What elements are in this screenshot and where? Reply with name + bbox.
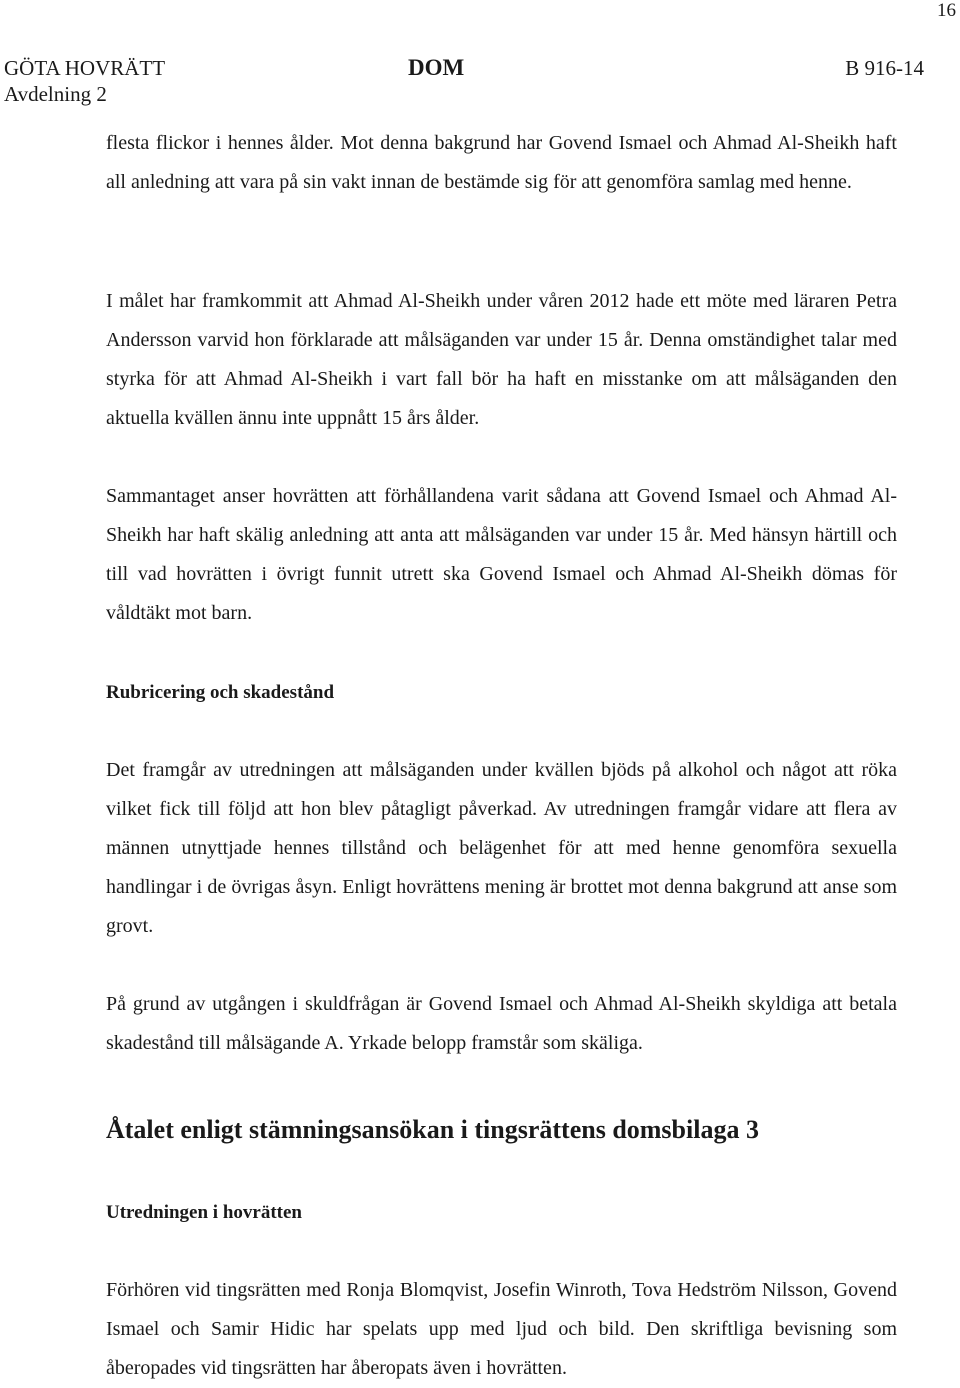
paragraph-3: Sammantaget anser hovrätten att förhållandena varit sådana att Govend Ismael och Ahmad Al-Sheikh har haft skälig anledning att anta att målsäganden var under 15 år. Med hänsyn härtill och till vad hovrätten i övrigt funnit utrett ska Govend Ismael och Ahmad Al-Sheikh dömas för våldtäkt mot barn. [106,485,897,624]
case-number: B 916-14 [845,56,924,80]
paragraph-6: Förhören vid tingsrätten med Ronja Blomqvist, Josefin Winroth, Tova Hedström Nilsson, Govend Ismael och Samir Hidic har spelats upp med ljud och bild. Den skriftliga bevisning som åberopades vid tingsrätten har åberopats även i hovrätten. [106,1279,897,1379]
heading-utredningen: Utredningen i hovrätten [106,1202,302,1223]
paragraph-1: flesta flickor i hennes ålder. Mot denna bakgrund har Govend Ismael och Ahmad Al-Sheikh haft all anledning att vara på sin vakt innan de bestämde sig för att genomföra samlag med henne. [106,132,897,193]
heading-main-section: Åtalet enligt stämningsansökan i tingsrättens domsbilaga 3 [106,1115,759,1144]
paragraph-5: På grund av utgången i skuldfrågan är Govend Ismael och Ahmad Al-Sheikh skyldiga att betala skadestånd till målsägande A. Yrkade belopp framstår som skäliga. [106,993,897,1054]
court-name: GÖTA HOVRÄTT [4,56,166,80]
paragraph-4: Det framgår av utredningen att målsäganden under kvällen bjöds på alkohol och något att röka vilket fick till följd att hon blev påtagligt påverkad. Av utredningen framgår vidare att flera av männen utnyttjade hennes tillstånd och belägenhet för att med henne genomföra sexuella handlingar i de övrigas åsyn. Enligt hovrättens mening är brottet mot denna bakgrund att anse som grovt. [106,759,897,937]
heading-rubricering: Rubricering och skadestånd [106,682,335,703]
division-name: Avdelning 2 [4,82,107,106]
document-type: DOM [408,55,465,80]
page-number: 16 [937,0,956,21]
paragraph-2: I målet har framkommit att Ahmad Al-Sheikh under våren 2012 hade ett möte med läraren Petra Andersson varvid hon förklarade att målsäganden var under 15 år. Denna omständighet talar med styrka för att Ahmad Al-Sheikh i vart fall bör ha haft en misstanke om att målsäganden den aktuella kvällen ännu inte uppnått 15 års ålder. [106,290,897,429]
